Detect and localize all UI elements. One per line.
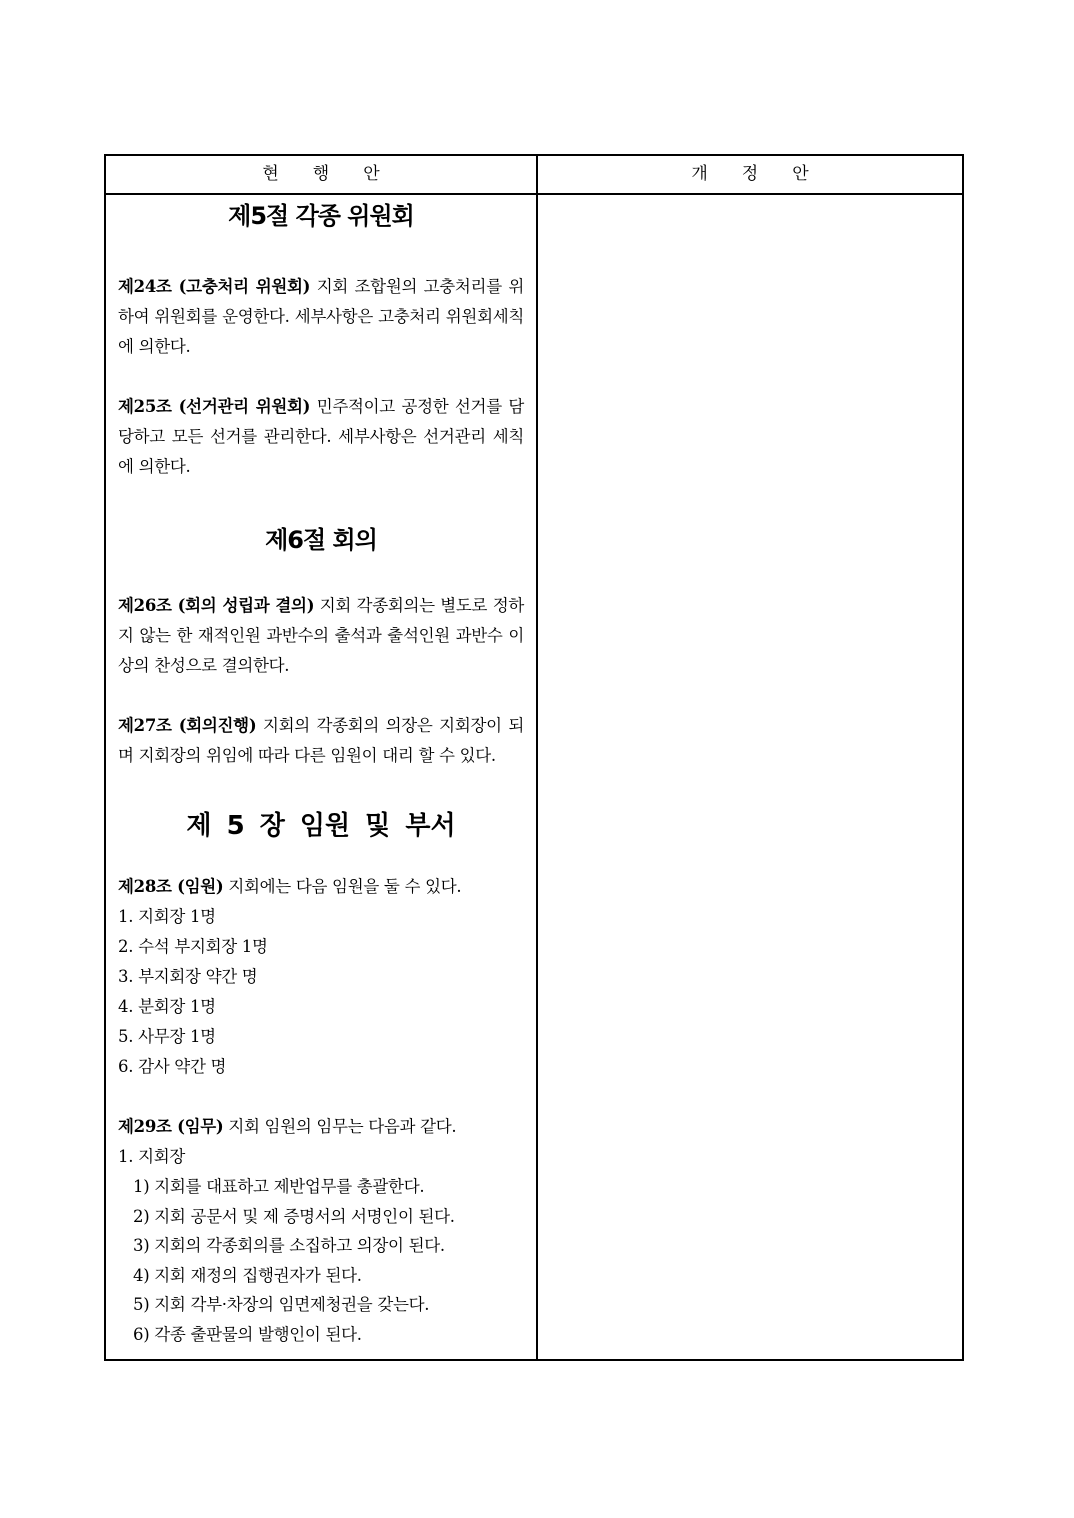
article-29 [118,1112,524,1142]
article-27-body: 지회의 각종회의 의장은 지회장이 되며 지회장의 위임에 따라 다른 임원이 대리 할 수 있다. [118,716,524,765]
list-item: 3. 부지회장 약간 명 [118,967,258,986]
article-27 [118,711,524,771]
list-item: 2. 수석 부지회장 1명 [118,937,268,956]
article-29-heading: 제29조 (임무) [118,1117,224,1136]
sub-list-item: 2) 지회 공문서 및 제 증명서의 서명인이 된다. [133,1206,455,1226]
table-header-row [106,156,962,195]
comparison-table [104,154,964,1361]
list-item: 5. 사무장 1명 [118,1027,216,1046]
list-item: 1. 지회장 [118,1147,186,1166]
article-26-body: 지회 각종회의는 별도로 정하지 않는 한 재적인원 과반수의 출석과 출석인원 과반수 이상의 찬성으로 결의한다. [118,596,524,675]
section6-title: 제6절 회의 [265,526,377,554]
header-current: 현행안 [262,164,414,184]
sub-list-item: 3) 지회의 각종회의를 소집하고 의장이 된다. [133,1236,445,1256]
section5-title: 제5절 각종 위원회 [228,202,414,230]
list-item: 4. 분회장 1명 [118,997,216,1016]
revised-text-column [538,195,962,1359]
article-26-heading: 제26조 (회의 성립과 결의) [118,596,315,615]
list-item: 1. 지회장 1명 [118,907,216,926]
article-29-body: 지회 임원의 임무는 다음과 같다. [223,1117,457,1136]
chapter5-title: 제 5 장 임원 및 부서 [186,811,456,841]
article-27-heading: 제27조 (회의진행) [118,716,257,735]
article-25-body: 민주적이고 공정한 선거를 담당하고 모든 선거를 관리한다. 세부사항은 선거관리 세칙에 의한다. [118,397,525,476]
list-item: 6. 감사 약간 명 [118,1057,227,1076]
sub-list-item: 4) 지회 재정의 집행권자가 된다. [133,1265,362,1285]
article-25-heading: 제25조 (선거관리 위원회) [118,397,311,416]
article-26 [118,591,524,681]
article-28-body: 지회에는 다음 임원을 둘 수 있다. [223,877,462,896]
article-24 [118,272,524,362]
article-28 [118,872,524,902]
article-24-heading: 제24조 (고충처리 위원회) [118,277,311,296]
sub-list-item: 5) 지회 각부·차장의 임면제청권을 갖는다. [133,1295,430,1315]
header-revised: 개정안 [691,164,843,184]
sub-list-item: 6) 각종 출판물의 발행인이 된다. [133,1324,362,1344]
article-24-body: 지회 조합원의 고충처리를 위하여 위원회를 운영한다. 세부사항은 고충처리 위원회세칙에 의한다. [118,277,525,356]
article-28-heading: 제28조 (임원) [118,877,224,896]
article-25 [118,392,524,482]
current-text-column [118,195,524,1350]
sub-list-item: 1) 지회를 대표하고 제반업무를 총괄한다. [133,1177,425,1196]
